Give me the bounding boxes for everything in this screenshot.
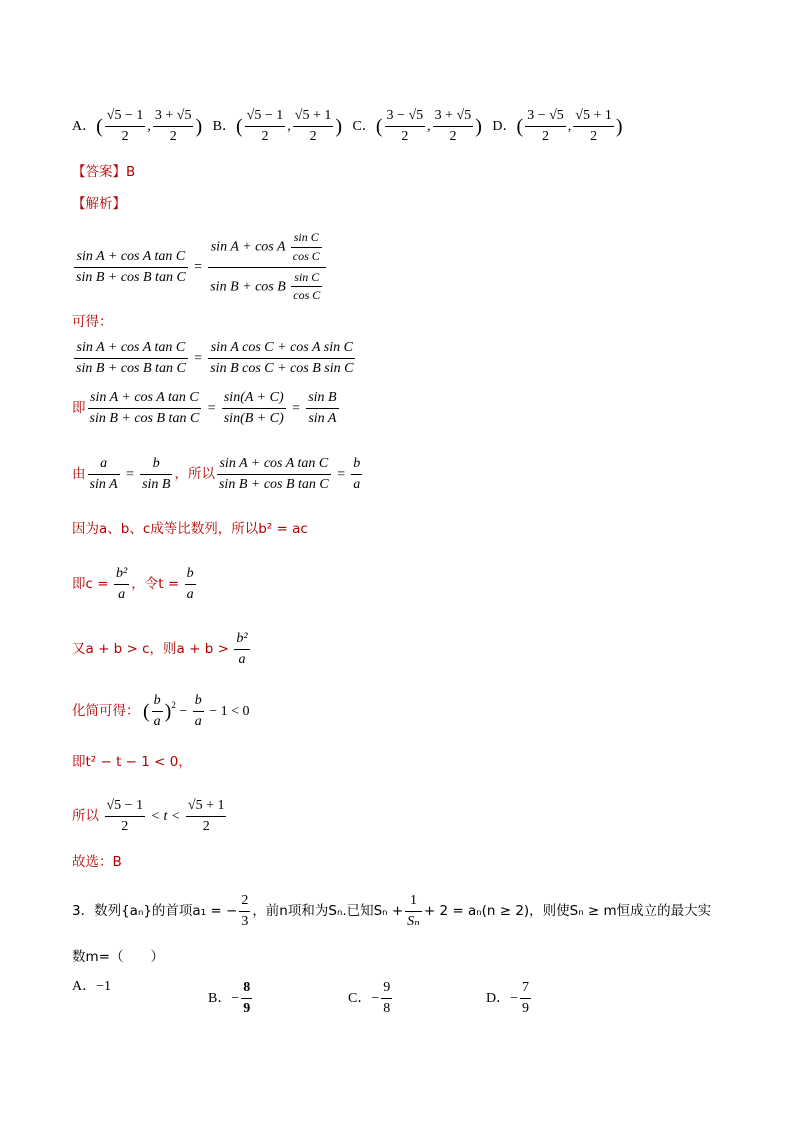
conclusion: 故选：B bbox=[72, 854, 122, 870]
equation-3: 即 $\frac{\text{sin A + cos A tan C}}{\text{sin B + cos B tan C}}$ = $\frac{\sin(A + C)}{\sin(B + C)}$ = $\frac{\text{sin B}}{\text{sin A}}$ bbox=[72, 390, 337, 427]
step-youabc: 又a + b > c，则a + b > $\frac{\text{b²}}{a}$ bbox=[72, 631, 248, 668]
analysis-label: 【解析】 bbox=[72, 196, 126, 212]
option-b[interactable]: B．( $\frac{√5 - 1}{2}$ , $\frac{√5 + 1}{2}$ ) bbox=[212, 108, 343, 145]
q3-option-d[interactable]: D．− $\frac{7}{9}$ bbox=[486, 980, 530, 1017]
equation-4: 由 $\frac{a}{\text{sin A}}$ = $\frac{b}{\text{sin B}}$ ，所以 $\frac{\text{sin A + cos A tan C}}{\text{sin B + cos B tan C}}$ = $\frac{b}{a}$ bbox=[72, 456, 361, 493]
step-yinwei: 因为a、b、c成等比数列，所以b² = ac bbox=[72, 521, 308, 537]
q3-stem-line2: 数m=（ ） bbox=[72, 949, 164, 965]
q3-stem: 3．数列{aₙ}的首项a₁ = − $\frac{2}{3}$ ，前n项和为Sₙ.已知Sₙ + $\frac{1}{\text{Sₙ}}$ + 2 = aₙ(n ≥ 2)，则使Sₙ ≥ m恒成立的最大实 bbox=[72, 893, 712, 930]
option-d[interactable]: D．( $\frac{3 - √5}{2}$ , $\frac{√5 + 1}{2}$ ) bbox=[492, 108, 623, 145]
q3-option-b[interactable]: B．− $\frac{8}{9}$ bbox=[208, 980, 251, 1017]
option-a[interactable]: A．( $\frac{√5 - 1}{2}$ , $\frac{3 + √5}{2}$ ) bbox=[72, 108, 203, 145]
equation-2: $\frac{\text{sin A + cos A tan C}}{\text{sin B + cos B tan C}}$ = $\frac{\text{sin A cos C + cos A sin C}}{\text{sin B cos C + cos B sin C}}$ bbox=[76, 340, 354, 377]
answer-value: B bbox=[126, 164, 136, 180]
equation-1: $\frac{\text{sin A + cos A tan C}}{\text{sin B + cos B tan C}}$ = sin A + cos A $\frac{\text{sin C}}{\text{cos C}}$ sin B + cos B $\frac{\text{sin C}}{\text{cos C}}$ bbox=[72, 228, 328, 306]
q3-option-a[interactable]: A．−1 bbox=[72, 979, 112, 994]
step-jic: 即c = $\frac{\text{b²}}{a}$ ，令t = $\frac{b}{a}$ bbox=[72, 566, 194, 603]
option-c[interactable]: C．( $\frac{3 - √5}{2}$ , $\frac{3 + √5}{2}$ ) bbox=[352, 108, 482, 145]
step-jit: 即t² − t − 1 < 0， bbox=[72, 754, 192, 770]
q2-options bbox=[72, 108, 623, 145]
step-huajian: 化简可得： ( $\frac{b}{a}$ )$^2$ − $\frac{b}{a}$ − 1 < 0 bbox=[72, 693, 250, 730]
step-suoyi-final: 所以 $\frac{√5 - 1}{2}$ < t < $\frac{√5 + 1}{2}$ bbox=[72, 798, 225, 835]
answer-label: 【答案】 bbox=[72, 164, 126, 180]
answer-line bbox=[72, 166, 135, 180]
q3-option-c[interactable]: C．− $\frac{9}{8}$ bbox=[348, 980, 391, 1017]
step-kede: 可得： bbox=[72, 314, 113, 330]
